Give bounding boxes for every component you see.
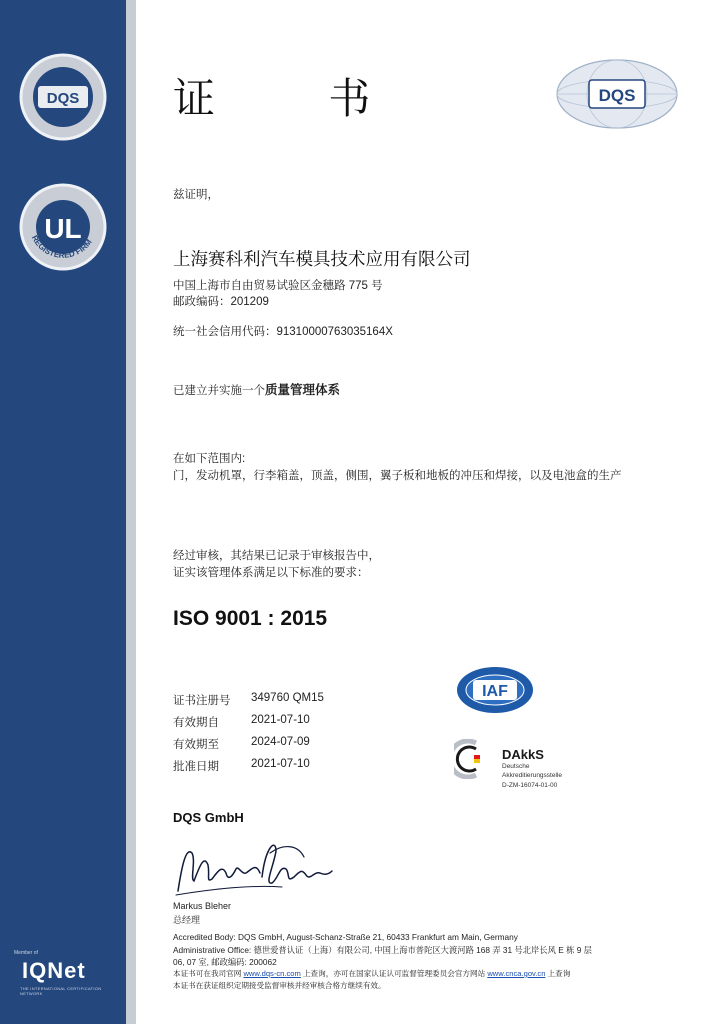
- footer-verify-prefix: 本证书可在我司官网: [173, 969, 244, 978]
- dakks-mark-icon: [454, 739, 498, 779]
- svg-text:DQS: DQS: [598, 86, 636, 105]
- approval-date-label: 批准日期: [173, 761, 219, 773]
- company-postcode: 邮政编码：201209: [173, 296, 269, 308]
- registration-number-label: 证书注册号: [173, 695, 231, 707]
- ul-registered-firm-logo: [18, 182, 108, 272]
- dakks-name: DAkkS: [502, 747, 544, 762]
- approval-date-value: 2021-07-10: [251, 758, 310, 770]
- system-name: 质量管理体系: [265, 383, 341, 397]
- footer-verify-middle: 上查询，亦可在国家认证认可监督管理委员会官方网站: [300, 969, 488, 978]
- signatory-name: Markus Bleher: [173, 901, 232, 911]
- audit-line-1: 经过审核，其结果已记录于审核报告中，: [173, 550, 380, 562]
- company-address: 中国上海市自由贸易试验区金穗路 775 号: [173, 280, 383, 292]
- dakks-line-1: Deutsche: [502, 763, 530, 770]
- credit-code: 统一社会信用代码：91310000763035164X: [173, 326, 393, 338]
- iqnet-subline: THE INTERNATIONAL CERTIFICATION NETWORK: [20, 986, 102, 996]
- footer-verify-suffix: 上查询: [545, 969, 571, 978]
- dqs-globe-logo: [555, 58, 679, 130]
- left-sidebar-band: [0, 0, 126, 1024]
- footer-accredited-body: Accredited Body: DQS GmbH, August-Schanz-Straße 21, 60433 Frankfurt am Main, Germany: [173, 932, 518, 942]
- iqnet-name: IQNet: [22, 958, 86, 983]
- iqnet-member-label: Member of: [14, 950, 38, 956]
- dqs-seal-logo: [18, 52, 108, 142]
- dakks-logo: [454, 733, 584, 795]
- certificate-title: 证 书: [173, 74, 421, 123]
- scope-heading: 在如下范围内:: [173, 453, 246, 465]
- valid-until-label: 有效期至: [173, 739, 219, 751]
- svg-text:UL: UL: [44, 213, 82, 244]
- handwritten-signature: [172, 835, 340, 901]
- audit-line-2: 证实该管理体系满足以下标准的要求：: [173, 567, 369, 579]
- dqs-website-link[interactable]: www.dqs-cn.com: [243, 969, 301, 978]
- registration-number-value: 349760 QM15: [251, 692, 324, 704]
- scope-text: 门，发动机罩，行李箱盖，顶盖，侧围，翼子板和地板的冲压和焊接，以及电池盒的生产: [173, 470, 622, 482]
- intro-text: 兹证明，: [173, 189, 219, 201]
- cnca-website-link[interactable]: www.cnca.gov.cn: [487, 969, 546, 978]
- sidebar-edge-stripe: [126, 0, 136, 1024]
- iaf-logo: [455, 665, 535, 715]
- system-prefix: 已建立并实施一个: [173, 385, 265, 397]
- footer-administrative-office: Administrative Office: 德世爱普认证（上海）有限公司, 中国上海市普陀区大渡河路 168 弄 31 号北岸长风 E 栋 9 层: [173, 945, 592, 955]
- footer-validity-note: 本证书在获证组织定期接受监督审核并经审核合格方继续有效。: [173, 981, 386, 990]
- issuer-name: DQS GmbH: [173, 810, 244, 825]
- footer-verification-note: [173, 968, 570, 979]
- dakks-accreditation-number: D-ZM-16074-01-00: [502, 782, 558, 789]
- svg-text:REGISTERED FIRM: REGISTERED FIRM: [29, 233, 94, 260]
- valid-from-label: 有效期自: [173, 717, 219, 729]
- valid-until-value: 2024-07-09: [251, 736, 310, 748]
- footer-office-postcode: 06, 07 室, 邮政编码: 200062: [173, 957, 277, 967]
- iqnet-member-logo: [8, 950, 120, 1000]
- system-statement: [173, 380, 340, 398]
- company-name: 上海赛科利汽车模具技术应用有限公司: [173, 249, 471, 269]
- standard-title: ISO 9001 : 2015: [173, 607, 328, 630]
- signatory-role: 总经理: [173, 915, 201, 925]
- iaf-name: IAF: [482, 683, 508, 700]
- valid-from-value: 2021-07-10: [251, 714, 310, 726]
- svg-text:DQS: DQS: [46, 90, 80, 107]
- dakks-line-2: Akkreditierungsstelle: [502, 772, 562, 779]
